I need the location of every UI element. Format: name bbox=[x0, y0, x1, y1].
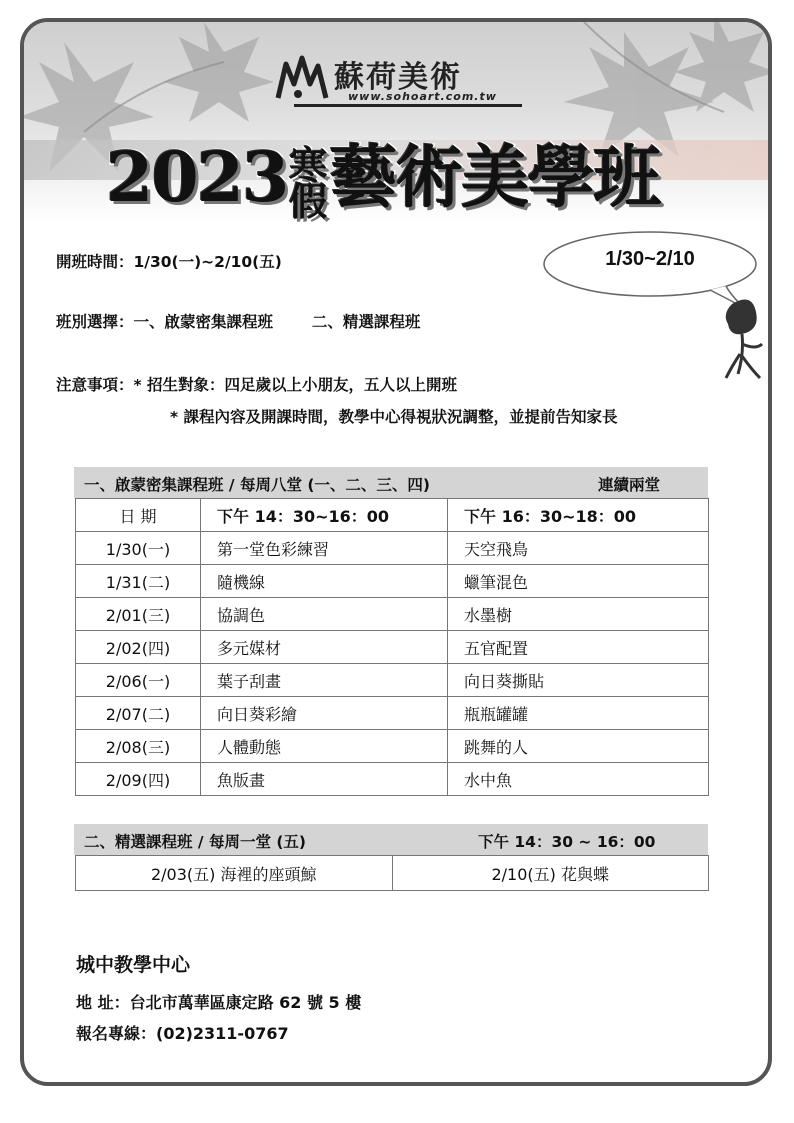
title-season-top: 寒 bbox=[289, 142, 328, 188]
row-date: 2/06(一) bbox=[76, 664, 201, 697]
row-session-b: 瓶瓶罐罐 bbox=[448, 697, 709, 730]
row-date: 2/01(三) bbox=[76, 598, 201, 631]
class-option-2: 二、精選課程班 bbox=[311, 313, 421, 331]
row-date: 1/31(二) bbox=[76, 565, 201, 598]
course1-header-right: 連續兩堂 bbox=[598, 476, 661, 494]
course1-title: 一、啟蒙密集課程班 / 每周八堂 (一、二、三、四) bbox=[84, 476, 431, 494]
row-date: 2/02(四) bbox=[76, 631, 201, 664]
row-session-a: 向日葵彩繪 bbox=[201, 697, 448, 730]
notes bbox=[56, 373, 457, 395]
row-session-b: 向日葵撕貼 bbox=[448, 664, 709, 697]
row-session-b: 水墨樹 bbox=[448, 598, 709, 631]
notes-label: 注意事項： bbox=[56, 376, 134, 394]
col-session-a: 下午 14：30~16：00 bbox=[201, 499, 448, 532]
row-date: 2/08(三) bbox=[76, 730, 201, 763]
course1-table bbox=[75, 498, 709, 796]
class-option-1: 班別選擇：一、啟蒙密集課程班 bbox=[56, 313, 274, 331]
bubble-text: 1/30~2/10 bbox=[605, 248, 695, 270]
page-title bbox=[106, 124, 659, 221]
course2-item-1: 2/03(五) 海裡的座頭鯨 bbox=[76, 856, 393, 891]
title-season bbox=[289, 142, 328, 222]
header-banner bbox=[24, 22, 768, 222]
logo-mark-icon bbox=[274, 54, 330, 102]
row-session-a: 多元媒材 bbox=[201, 631, 448, 664]
logo-underline bbox=[294, 104, 522, 107]
table-row bbox=[76, 532, 709, 565]
col-date: 日 期 bbox=[76, 499, 201, 532]
course2-item-2: 2/10(五) 花與蝶 bbox=[392, 856, 709, 891]
row-session-a: 人體動態 bbox=[201, 730, 448, 763]
col-session-b: 下午 16：30~18：00 bbox=[448, 499, 709, 532]
row-date: 2/09(四) bbox=[76, 763, 201, 796]
opening-time: 開班時間：1/30(一)~2/10(五) bbox=[56, 253, 282, 271]
course1-header bbox=[74, 467, 708, 498]
date-bubble bbox=[544, 232, 756, 294]
course2-title: 二、精選課程班 / 每周一堂 (五) bbox=[84, 833, 307, 851]
logo-url: www.sohoart.com.tw bbox=[348, 90, 497, 103]
row-date: 2/07(二) bbox=[76, 697, 201, 730]
title-main: 藝術美學班 bbox=[329, 138, 660, 218]
course2-header bbox=[74, 824, 708, 855]
table-row bbox=[76, 664, 709, 697]
table-row bbox=[76, 697, 709, 730]
row-session-b: 蠟筆混色 bbox=[448, 565, 709, 598]
row-session-b: 天空飛鳥 bbox=[448, 532, 709, 565]
table-row bbox=[76, 565, 709, 598]
table-row bbox=[76, 598, 709, 631]
row-date: 1/30(一) bbox=[76, 532, 201, 565]
row-session-b: 跳舞的人 bbox=[448, 730, 709, 763]
center-address: 地 址：台北市萬華區康定路 62 號 5 樓 bbox=[76, 993, 362, 1012]
center-name: 城中教學中心 bbox=[76, 954, 191, 976]
logo-name: 蘇荷美術 bbox=[334, 60, 462, 95]
row-session-a: 第一堂色彩練習 bbox=[201, 532, 448, 565]
row-session-a: 協調色 bbox=[201, 598, 448, 631]
table-row bbox=[76, 730, 709, 763]
figure-illustration-icon bbox=[712, 294, 772, 394]
row-session-a: 葉子刮畫 bbox=[201, 664, 448, 697]
note-2: * 課程內容及開課時間，教學中心得視狀況調整，並提前告知家長 bbox=[170, 408, 618, 426]
row-session-b: 五官配置 bbox=[448, 631, 709, 664]
table-row bbox=[76, 856, 709, 891]
course2-table bbox=[75, 855, 709, 891]
course2-header-right: 下午 14：30 ~ 16：00 bbox=[478, 833, 656, 851]
note-1: * 招生對象：四足歲以上小朋友，五人以上開班 bbox=[133, 376, 458, 394]
row-session-b: 水中魚 bbox=[448, 763, 709, 796]
center-phone: 報名專線：(02)2311-0767 bbox=[76, 1024, 289, 1043]
logo bbox=[274, 50, 534, 110]
title-year: 2023 bbox=[106, 138, 288, 218]
title-season-bottom: 假 bbox=[289, 178, 328, 222]
course1-column-headers bbox=[76, 499, 709, 532]
row-session-a: 隨機線 bbox=[201, 565, 448, 598]
row-session-a: 魚版畫 bbox=[201, 763, 448, 796]
class-options bbox=[56, 310, 420, 332]
table-row bbox=[76, 631, 709, 664]
table-row bbox=[76, 763, 709, 796]
